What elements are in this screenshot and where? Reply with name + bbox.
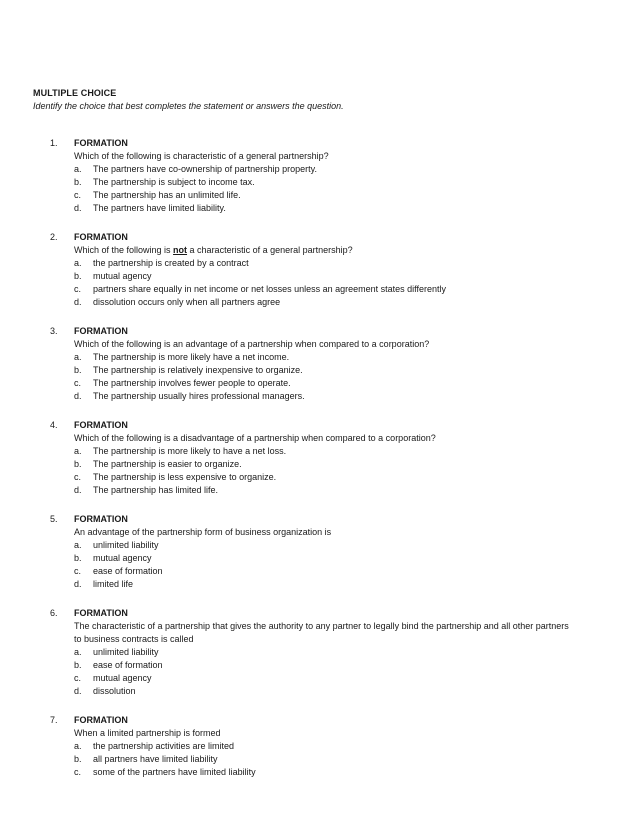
section-title: MULTIPLE CHOICE: [33, 88, 117, 98]
option-letter: b.: [74, 271, 82, 281]
option-text: unlimited liability: [93, 647, 159, 657]
option-letter: d.: [74, 297, 82, 307]
question-item: [0, 231, 638, 309]
answer-option: [0, 270, 638, 283]
question-stem: Which of the following is an advantage of a partnership when compared to a corporation?: [74, 339, 430, 349]
answer-option: [0, 176, 638, 189]
question-stem: When a limited partnership is formed: [74, 728, 221, 738]
answer-option: [0, 565, 638, 578]
question-topic: FORMATION: [74, 420, 128, 430]
question-stem-emphasis: not: [173, 245, 188, 255]
option-text: The partnership is less expensive to organize.: [93, 472, 277, 482]
answer-option: [0, 377, 638, 390]
option-letter: d.: [74, 579, 82, 589]
option-letter: d.: [74, 485, 82, 495]
answer-option: [0, 685, 638, 698]
answer-option: [0, 740, 638, 753]
option-text: the partnership activities are limited: [93, 741, 235, 751]
option-letter: b.: [74, 459, 82, 469]
option-letter: a.: [74, 352, 82, 362]
question-topic: FORMATION: [74, 608, 128, 618]
option-text: The partnership is more likely to have a net loss.: [93, 446, 287, 456]
option-text: The partners have limited liability.: [93, 203, 226, 213]
option-letter: a.: [74, 741, 82, 751]
answer-option: [0, 578, 638, 591]
question-number: 7.: [50, 715, 58, 725]
option-letter: b.: [74, 553, 82, 563]
option-letter: c.: [74, 378, 82, 388]
question-number: 5.: [50, 514, 58, 524]
question-number: 6.: [50, 608, 58, 618]
option-text: The partnership is easier to organize.: [93, 459, 242, 469]
question-number: 3.: [50, 326, 58, 336]
question-item: [0, 513, 638, 591]
option-letter: c.: [74, 284, 82, 294]
answer-option: [0, 766, 638, 779]
option-letter: c.: [74, 673, 82, 683]
answer-option: [0, 283, 638, 296]
answer-option: [0, 458, 638, 471]
question-stem: An advantage of the partnership form of business organization is: [74, 527, 332, 537]
option-text: dissolution: [93, 686, 136, 696]
question-stem: Which of the following is a disadvantage of a partnership when compared to a corporation?: [74, 433, 436, 443]
option-text: The partnership involves fewer people to operate.: [93, 378, 291, 388]
option-text: dissolution occurs only when all partners agree: [93, 297, 281, 307]
option-letter: d.: [74, 686, 82, 696]
option-letter: d.: [74, 203, 82, 213]
option-text: The partnership usually hires professional managers.: [93, 391, 305, 401]
option-text: The partnership is more likely have a net income.: [93, 352, 290, 362]
answer-option: [0, 351, 638, 364]
section-instructions: Identify the choice that best completes the statement or answers the question.: [33, 101, 344, 111]
question-stem-part: Which of the following is: [74, 245, 174, 255]
option-text: ease of formation: [93, 660, 163, 670]
answer-option: [0, 471, 638, 484]
option-text: The partnership is relatively inexpensive to organize.: [93, 365, 303, 375]
option-text: The partnership has an unlimited life.: [93, 190, 241, 200]
answer-option: [0, 364, 638, 377]
question-topic: FORMATION: [74, 326, 128, 336]
option-letter: b.: [74, 365, 82, 375]
answer-option: [0, 539, 638, 552]
question-item: [0, 325, 638, 403]
question-item: [0, 137, 638, 215]
answer-option: [0, 163, 638, 176]
option-letter: b.: [74, 660, 82, 670]
option-text: all partners have limited liability: [93, 754, 218, 764]
option-text: partners share equally in net income or net losses unless an agreement states differently: [93, 284, 447, 294]
question-topic: FORMATION: [74, 138, 128, 148]
option-letter: a.: [74, 540, 82, 550]
question-stem: The characteristic of a partnership that gives the authority to any partner to legally bind the partnership and all other partners to business contracts is called: [74, 621, 569, 644]
option-text: unlimited liability: [93, 540, 159, 550]
option-letter: c.: [74, 190, 82, 200]
question-topic: FORMATION: [74, 232, 128, 242]
option-text: The partners have co-ownership of partnership property.: [93, 164, 317, 174]
option-text: The partnership is subject to income tax.: [93, 177, 255, 187]
question-stem: Which of the following is characteristic of a general partnership?: [74, 151, 329, 161]
option-text: the partnership is created by a contract: [93, 258, 249, 268]
question-stem: [74, 244, 574, 257]
option-letter: c.: [74, 767, 82, 777]
option-text: mutual agency: [93, 673, 152, 683]
question-stem-part: a characteristic of a general partnership?: [187, 245, 353, 255]
answer-option: [0, 390, 638, 403]
option-letter: a.: [74, 446, 82, 456]
option-letter: d.: [74, 391, 82, 401]
question-list: [0, 137, 638, 795]
question-topic: FORMATION: [74, 715, 128, 725]
option-text: The partnership has limited life.: [93, 485, 219, 495]
answer-option: [0, 257, 638, 270]
option-text: mutual agency: [93, 553, 152, 563]
option-letter: c.: [74, 472, 82, 482]
question-number: 2.: [50, 232, 58, 242]
option-text: limited life: [93, 579, 134, 589]
option-letter: a.: [74, 647, 82, 657]
question-number: 4.: [50, 420, 58, 430]
question-topic: FORMATION: [74, 514, 128, 524]
option-text: some of the partners have limited liability: [93, 767, 256, 777]
question-item: [0, 714, 638, 779]
answer-option: [0, 672, 638, 685]
question-item: [0, 419, 638, 497]
option-text: ease of formation: [93, 566, 163, 576]
answer-option: [0, 445, 638, 458]
answer-option: [0, 189, 638, 202]
question-item: [0, 607, 638, 698]
answer-option: [0, 646, 638, 659]
answer-option: [0, 202, 638, 215]
answer-option: [0, 296, 638, 309]
option-letter: c.: [74, 566, 82, 576]
option-letter: b.: [74, 754, 82, 764]
answer-option: [0, 753, 638, 766]
option-letter: a.: [74, 164, 82, 174]
option-letter: b.: [74, 177, 82, 187]
option-text: mutual agency: [93, 271, 152, 281]
answer-option: [0, 484, 638, 497]
option-letter: a.: [74, 258, 82, 268]
answer-option: [0, 659, 638, 672]
question-number: 1.: [50, 138, 58, 148]
answer-option: [0, 552, 638, 565]
